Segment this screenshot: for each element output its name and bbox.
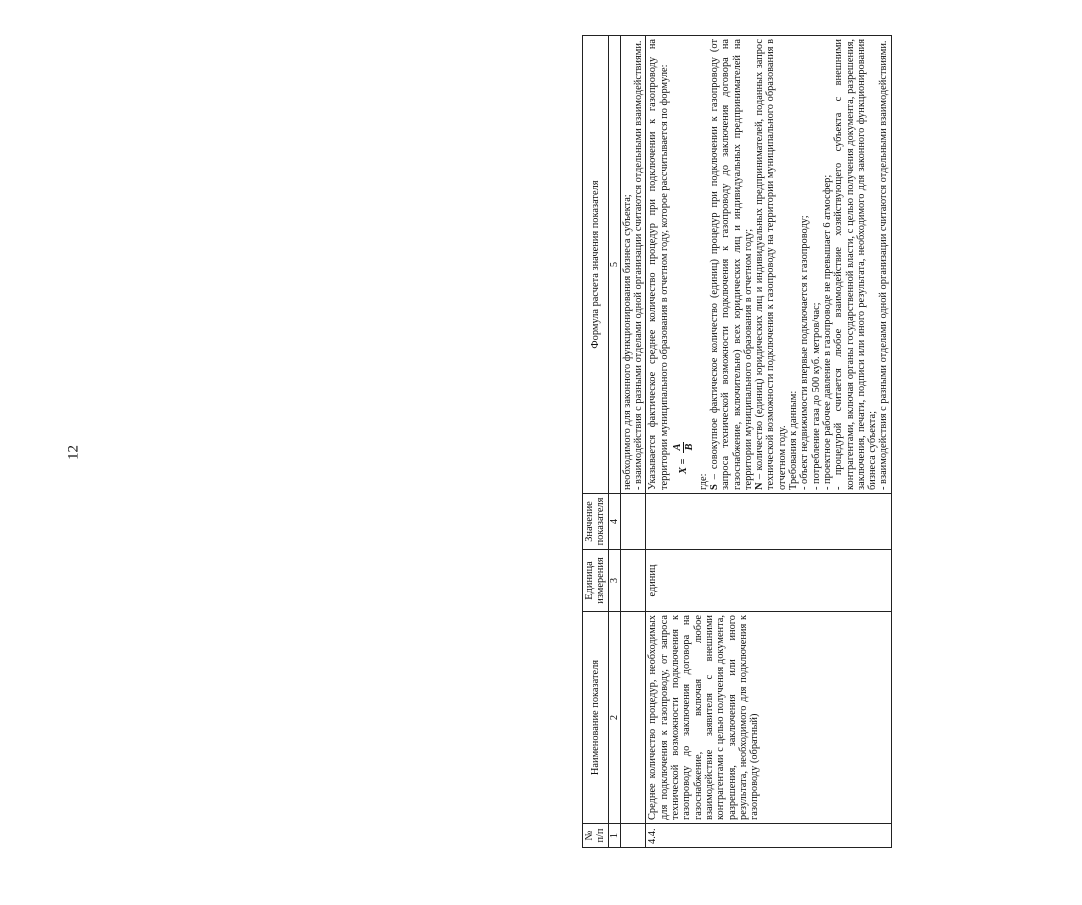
symbol-s: S [708,484,720,490]
formula-numerator: A [672,443,684,451]
definition-s [709,39,754,490]
requirements-title: Требования к данным: [788,390,800,490]
requirement-item: - объект недвижимости впервые подключается к газопроводу; [799,215,811,490]
where-label: где: [697,473,709,490]
page-number: 12 [65,445,82,460]
continuation-text [620,36,646,494]
formula-denominator: B [684,443,696,451]
column-number: 3 [608,550,620,612]
definition-s-text: – совокупное фактическое количество (единиц) процедур при подключении к газопроводу (от запроса технической возможности подключения к газопроводу до заключения договора на газоснабжение, включительно) всех юридических лиц и индивидуальных предпринимателей на территории муниципального образования в отчетном году; [708,39,754,490]
indicator-name: Среднее количество процедур, необходимых для подключения к газопроводу, от запроса технической возможности подключения к газопроводу до заключения договора на газоснабжение, включая любое взаимодействие заявителя с внешними контрагентами с целью получения документа, разрешения, заключения или иного результата, необходимого для подключения к газопроводу (обратный) [646,612,891,824]
requirement-item: - проектное рабочее давление в газопроводе не превышает 6 атмосфер; [821,174,833,490]
symbol-n: N [754,482,766,490]
requirement-item: - потребление газа до 500 куб. метров/час; [810,302,822,490]
header-unit: Единица измерения [583,550,609,612]
header-name: Наименование показателя [583,612,609,824]
header-number: № п/п [583,824,609,848]
header-formula: Формула расчета значения показателя [583,36,609,494]
column-number: 4 [608,494,620,550]
rotated-table-sheet [582,36,1082,848]
table-row-continuation [620,36,646,848]
row-number: 4.4. [646,824,891,848]
text-line: необходимого для законного функционирования бизнеса субъекта; [621,194,633,490]
header-value: Значение показателя [583,494,609,550]
definition-n-text: – количество (единиц) юридических лиц и индивидуальных предпринимателей, поданных запрос технической возможности подключения к газопроводу на территории муниципального образования в отчетном году. [754,39,788,490]
column-number: 2 [608,612,620,824]
definition-n [754,39,788,490]
formula-intro: Указывается фактическое среднее количество процедур при подключении к газопроводу на территории муниципального образования в отчетном году, которое рассчитывается по формуле: [647,39,670,490]
indicator-table [582,35,892,848]
formula-lhs: X = [678,458,690,474]
column-number: 5 [608,36,620,494]
table-row-4-4 [646,36,891,848]
formula [672,39,696,474]
requirement-item: - процедурой считается любое взаимодействие хозяйствующего субъекта с внешними контрагентами, включая органы государственной власти, с целью получения документа, разрешения, заключения, печати, подписи или иного результата, необходимого для законного функционирования бизнеса субъекта; [833,39,879,490]
table-header-row [583,36,609,848]
formula-fraction [672,442,696,453]
column-number-row [608,36,620,848]
column-number: 1 [608,824,620,848]
requirement-item: - взаимодействия с разными отделами одной организации считаются отдельными взаимодействиями. [878,40,890,490]
indicator-formula-cell [646,36,891,494]
indicator-value [646,494,891,550]
indicator-unit: единиц [646,550,891,612]
text-line: - взаимодействия с разными отделами одной организации считаются отдельными взаимодействиями. [633,40,645,490]
